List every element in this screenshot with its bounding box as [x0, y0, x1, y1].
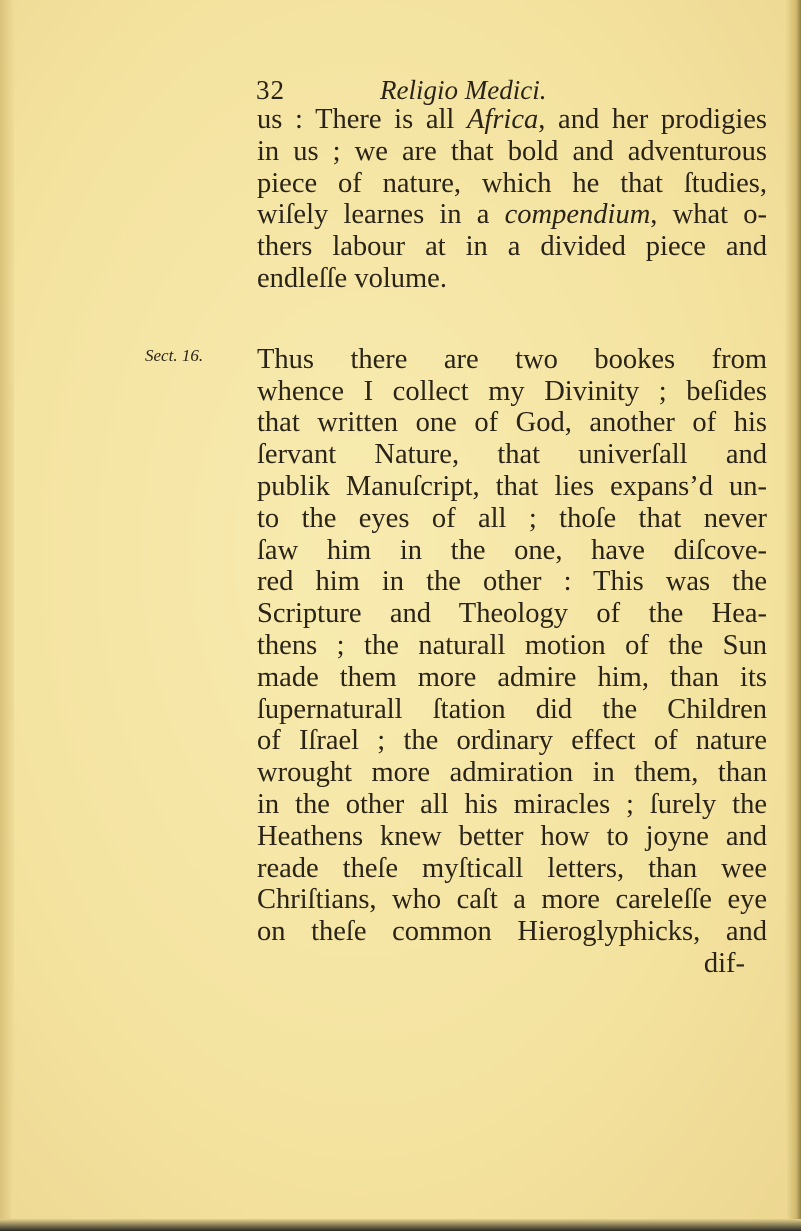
text-line: ſupernaturall ſtation did the Children	[257, 693, 767, 725]
text-line: reade theſe myſticall letters, than wee	[257, 852, 767, 884]
text-line: red him in the other : This was the	[257, 566, 767, 598]
text-line: wiſely learnes in a compendium, what o-	[257, 199, 767, 231]
text-line: in us ; we are that bold and adventurous	[257, 135, 767, 167]
paragraph-gap	[257, 295, 767, 344]
text-line: of Iſrael ; the ordinary effect of nature	[257, 725, 767, 757]
text-line: wrought more admiration in them, than	[257, 757, 767, 789]
text-line: whence I collect my Divinity ; beſides	[257, 375, 767, 407]
italic-word: compendium	[504, 199, 651, 231]
page-fore-edge	[785, 0, 801, 1231]
text-line: us : There is all Africa, and her prodigies	[257, 104, 767, 135]
text-line: publik Manuſcript, that lies expans’d un-	[257, 470, 767, 502]
text-line: Scripture and Theology of the Hea-	[257, 598, 767, 630]
text-line: ſervant Nature, that univerſall and	[257, 439, 767, 471]
page-bottom-edge	[0, 1219, 801, 1231]
text-line: on theſe common Hieroglyphicks, and	[257, 916, 767, 948]
text-line: endleſſe volume.	[257, 262, 447, 294]
text-line: ſaw him in the one, have diſcove-	[257, 534, 767, 566]
body-text	[257, 104, 767, 980]
text-line: to the eyes of all ; thoſe that never	[257, 502, 767, 534]
text-line: that written one of God, another of his	[257, 407, 767, 439]
text-line: Heathens knew better how to joyne and	[257, 820, 767, 852]
text-line: Thus there are two bookes from	[257, 343, 767, 375]
section-marginal-note: Sect. 16.	[145, 346, 204, 365]
running-title: Religio Medici.	[380, 75, 547, 105]
text-line: thens ; the naturall motion of the Sun	[257, 629, 767, 661]
text-line: Chriſtians, who caſt a more careleſſe eye	[257, 884, 767, 916]
italic-word: Africa	[467, 104, 539, 135]
text-line: in the other all his miracles ; ſurely the	[257, 788, 767, 820]
text-line: piece of nature, which he that ſtudies,	[257, 167, 767, 199]
text-line: thers labour at in a divided piece and	[257, 231, 767, 263]
catchword: dif-	[703, 947, 745, 979]
page-gutter	[0, 0, 14, 1231]
page-number: 32	[256, 75, 285, 105]
text-line: made them more admire him, than its	[257, 661, 767, 693]
